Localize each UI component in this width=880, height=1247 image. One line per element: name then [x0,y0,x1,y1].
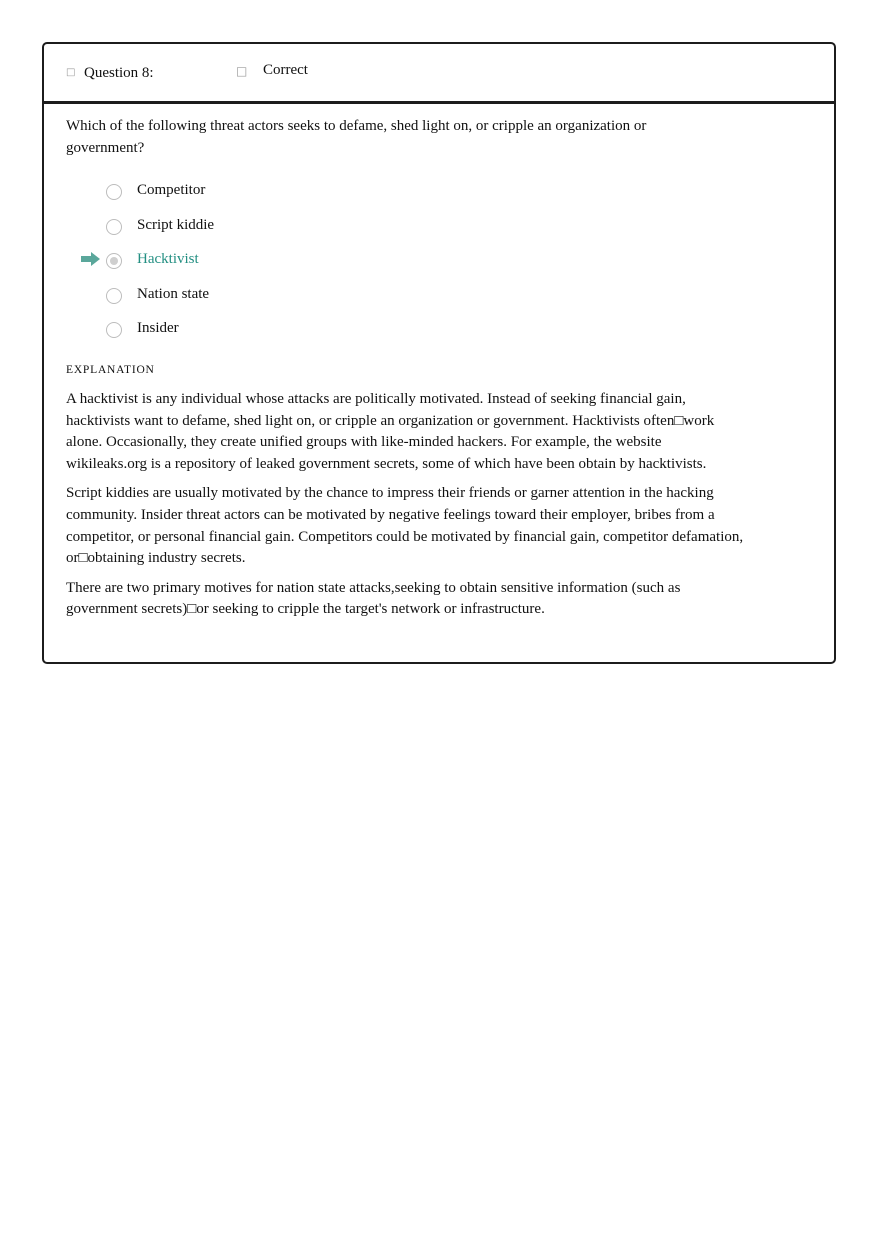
status-label: Correct [263,62,308,78]
question-card [42,42,836,664]
option-hacktivist[interactable] [44,249,444,275]
question-text: Which of the following threat actors seeks to defame, shed light on, or cripple an organization or government? [66,118,647,156]
option-competitor[interactable] [44,180,444,206]
radio-button[interactable] [106,322,122,338]
option-script-kiddie[interactable] [44,215,444,241]
option-label: Script kiddie [137,216,215,233]
radio-button[interactable] [106,288,122,304]
question-header [44,44,834,104]
option-label: Hacktivist [137,251,199,267]
question-number: Question 8: [84,65,154,81]
explanation-paragraph: Script kiddies are usually motivated by the chance to impress their friends or garner attention in the hacking community. Insider threat actors can be motivated by negative feelings toward their employer, bribes from a competitor, or personal financial gain. Competitors could be motivated by financial gain, competitor defamation, or□obtaining industry secrets. [66,485,744,567]
option-label: Insider [137,320,179,336]
status-icon: □ [236,64,248,78]
radio-button[interactable] [106,253,122,269]
explanation-body [66,389,746,629]
option-nation-state[interactable] [44,284,444,310]
explanation-paragraph: There are two primary motives for nation state attacks,seeking to obtain sensitive information (such as government secrets)□or seeking to cripple the target's network or infrastructure. [66,579,681,618]
radio-button[interactable] [106,184,122,200]
option-insider[interactable] [44,318,444,344]
selected-arrow-icon [81,252,101,266]
radio-button[interactable] [106,219,122,235]
explanation-title: EXPLANATION [66,364,155,376]
explanation-paragraph: A hacktivist is any individual whose attacks are politically motivated. Instead of seeking financial gain, hacktivists want to defame, shed light on, or cripple an organization or government. Hacktivists often□work alone. Occasionally, they create unified groups with like-minded hackers. For example, the website wikileaks.org is a repository of leaked government secrets, some of which have been obtain by hacktivists. [66,391,715,472]
option-label: Competitor [137,182,206,198]
question-marker-icon: □ [66,67,76,78]
option-label: Nation state [137,285,210,302]
